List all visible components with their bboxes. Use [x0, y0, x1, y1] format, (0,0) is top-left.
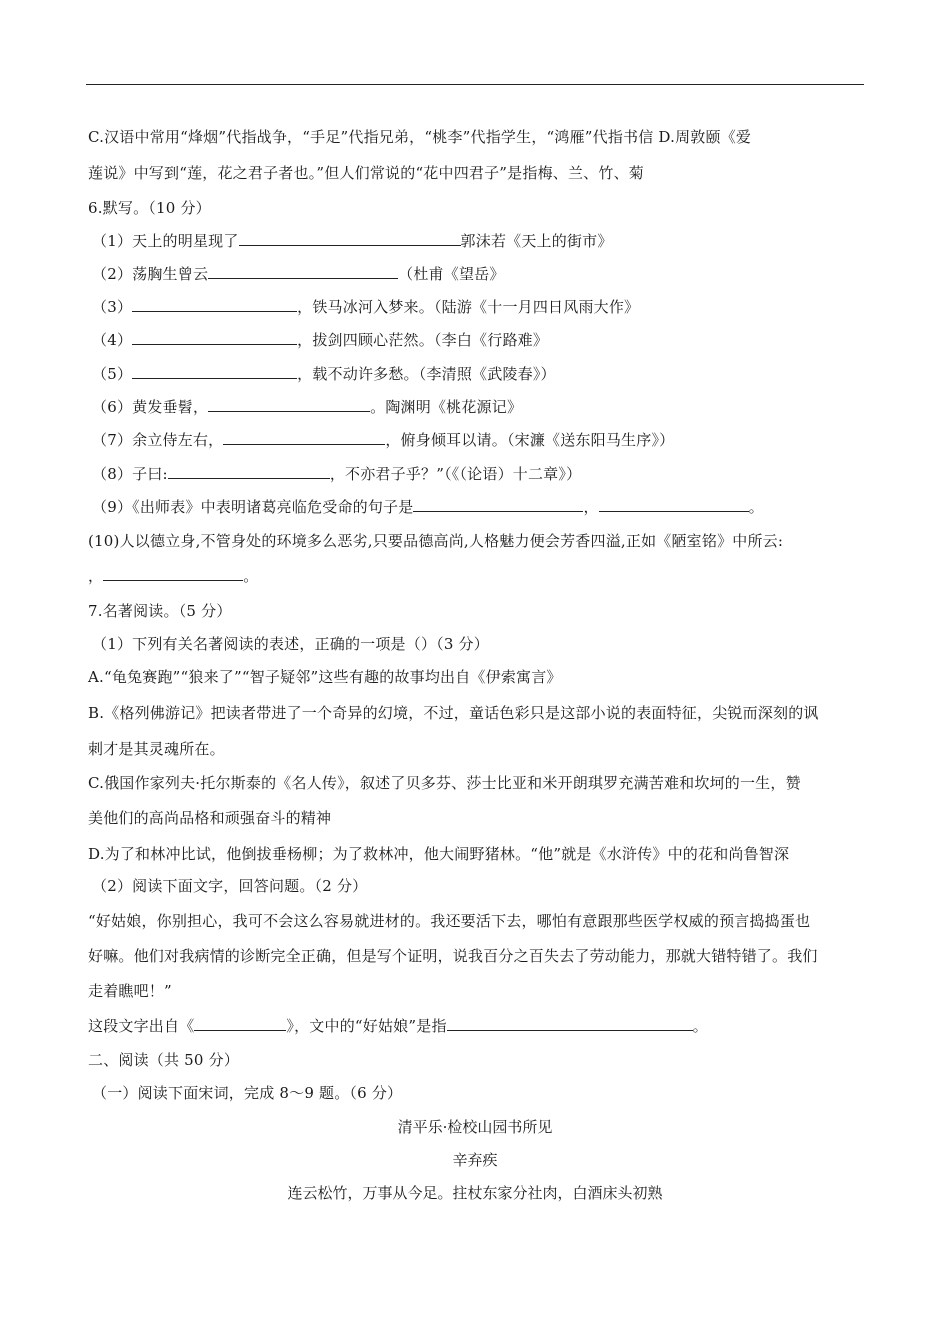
- q7-option-a: A.“龟兔赛跑”“狼来了”“智子疑邻”这些有趣的故事均出自《伊索寓言》: [88, 668, 562, 686]
- q6-item-10-period: 。: [243, 567, 259, 585]
- q6-item-1-text: （1）天上的明星现了: [92, 232, 239, 250]
- q7-answer-middle: 》，文中的“好姑娘”是指: [286, 1017, 447, 1035]
- answer-blank[interactable]: [223, 430, 385, 445]
- q6-item-8: [92, 464, 581, 484]
- answer-blank[interactable]: [413, 497, 583, 512]
- q6-item-3-number: （3）: [92, 298, 133, 316]
- q6-item-5: [92, 364, 556, 384]
- q7-sub1: （1）下列有关名著阅读的表述，正确的一项是（）（3 分）: [92, 635, 489, 653]
- q6-item-6: [92, 397, 522, 417]
- answer-blank[interactable]: [132, 330, 297, 345]
- q6-item-2: [92, 264, 505, 284]
- part2-sub1: （一）阅读下面宋词，完成 8～9 题。（6 分）: [92, 1084, 403, 1102]
- q7-option-b-line1: B.《格列佛游记》把读者带进了一个奇异的幻境，不过，童话色彩只是这部小说的表面特征，尖锐而深刻的讽: [88, 704, 819, 722]
- q6-item-9-period: 。: [748, 498, 764, 516]
- q6-item-10-line2: [88, 566, 258, 586]
- q7-title: 7.名著阅读。（5 分）: [88, 602, 232, 620]
- answer-blank[interactable]: [103, 566, 243, 581]
- q6-item-9-comma: ，: [583, 498, 599, 516]
- answer-blank[interactable]: [208, 264, 398, 279]
- q6-item-4-text: ，拔剑四顾心茫然。（李白《行路难》: [297, 331, 549, 349]
- q7-option-b-line2: 刺才是其灵魂所在。: [88, 740, 225, 758]
- answer-blank[interactable]: [447, 1016, 693, 1031]
- q7-option-c-line1: C.俄国作家列夫·托尔斯泰的《名人传》，叙述了贝多芬、莎士比亚和米开朗琪罗充满苦难和坎坷的一生，赞: [88, 774, 801, 792]
- q6-item-8-text: （8）子曰:: [92, 465, 168, 483]
- q6-item-7-source: ，俯身倾耳以请。（宋濂《送东阳马生序》）: [385, 431, 675, 449]
- q6-item-6-text: （6）黄发垂髫，: [92, 398, 209, 416]
- q7-answer-prefix: 这段文字出自《: [88, 1017, 195, 1035]
- answer-blank[interactable]: [599, 497, 749, 512]
- poem-line-1: 连云松竹，万事从今足。拄杖东家分社肉，白酒床头初熟: [287, 1184, 663, 1202]
- poem-title: 清平乐·检校山园书所见: [397, 1118, 553, 1136]
- poem-author: 辛弃疾: [452, 1151, 498, 1169]
- q6-item-2-text: （2）荡胸生曾云: [92, 265, 209, 283]
- q6-item-2-source: （杜甫《望岳》: [398, 265, 505, 283]
- q6-item-7-text: （7）余立侍左右，: [92, 431, 224, 449]
- q6-item-5-number: （5）: [92, 365, 133, 383]
- q5-option-c-line1: C.汉语中常用“烽烟”代指战争，“手足”代指兄弟，“桃李”代指学生，“鸿雁”代指书信 D.周敦颐《爱: [88, 128, 752, 146]
- q7-answer-period: 。: [692, 1017, 708, 1035]
- q7-option-c-line2: 美他们的高尚品格和顽强奋斗的精神: [88, 809, 332, 827]
- q7-quote-line2: 好嘛。他们对我病情的诊断完全正确，但是写个证明，说我百分之百失去了劳动能力，那就大错特错了。我们: [88, 947, 818, 965]
- q7-quote-line3: 走着瞧吧！”: [88, 982, 172, 1000]
- q5-option-c-line2: 莲说》中写到“莲，花之君子者也。”但人们常说的“花中四君子”是指梅、兰、竹、菊: [88, 164, 644, 182]
- q6-item-9-text: （9）《出师表》中表明诸葛亮临危受命的句子是: [92, 498, 414, 516]
- q6-item-3-text: ，铁马冰河入梦来。（陆游《十一月四日风雨大作》: [297, 298, 640, 316]
- q6-item-9: [92, 497, 764, 517]
- header-rule: [86, 84, 864, 85]
- part2-title: 二、阅读（共 50 分）: [88, 1051, 240, 1069]
- q6-item-10-comma: ，: [88, 567, 104, 585]
- q7-answer-line: [88, 1016, 708, 1036]
- q6-item-6-source: 。陶渊明《桃花源记》: [370, 398, 523, 416]
- answer-blank[interactable]: [132, 297, 297, 312]
- q6-item-10-line1: (10)人以德立身,不管身处的环境多么恶劣,只要品德高尚,人格魅力便会芳香四溢,正如《陋室铭》中所云:: [88, 532, 784, 550]
- q7-quote-line1: “好姑娘，你别担心，我可不会这么容易就进材的。我还要活下去，哪怕有意跟那些医学权威的预言捣捣蛋也: [88, 912, 811, 930]
- answer-blank[interactable]: [208, 397, 370, 412]
- answer-blank[interactable]: [168, 464, 330, 479]
- q6-item-4: [92, 330, 548, 350]
- q7-sub2: （2）阅读下面文字，回答问题。（2 分）: [92, 877, 368, 895]
- q6-item-7: [92, 430, 674, 450]
- q6-item-1-source: 郭沫若《天上的街市》: [460, 232, 613, 250]
- answer-blank[interactable]: [194, 1016, 286, 1031]
- q6-item-3: [92, 297, 639, 317]
- q6-item-1: [92, 231, 613, 251]
- q6-item-8-source: ，不亦君子乎？”（《（论语）十二章》）: [329, 465, 582, 483]
- q6-title: 6.默写。（10 分）: [88, 199, 211, 217]
- q7-option-d: D.为了和林冲比试，他倒拔垂杨柳；为了救林冲，他大闹野猪林。“他”就是《水浒传》中的花和尚鲁智深: [88, 845, 790, 863]
- q6-item-5-text: ，载不动许多愁。（李清照《武陵春》）: [297, 365, 556, 383]
- answer-blank[interactable]: [239, 231, 461, 246]
- q6-item-4-number: （4）: [92, 331, 133, 349]
- answer-blank[interactable]: [132, 364, 297, 379]
